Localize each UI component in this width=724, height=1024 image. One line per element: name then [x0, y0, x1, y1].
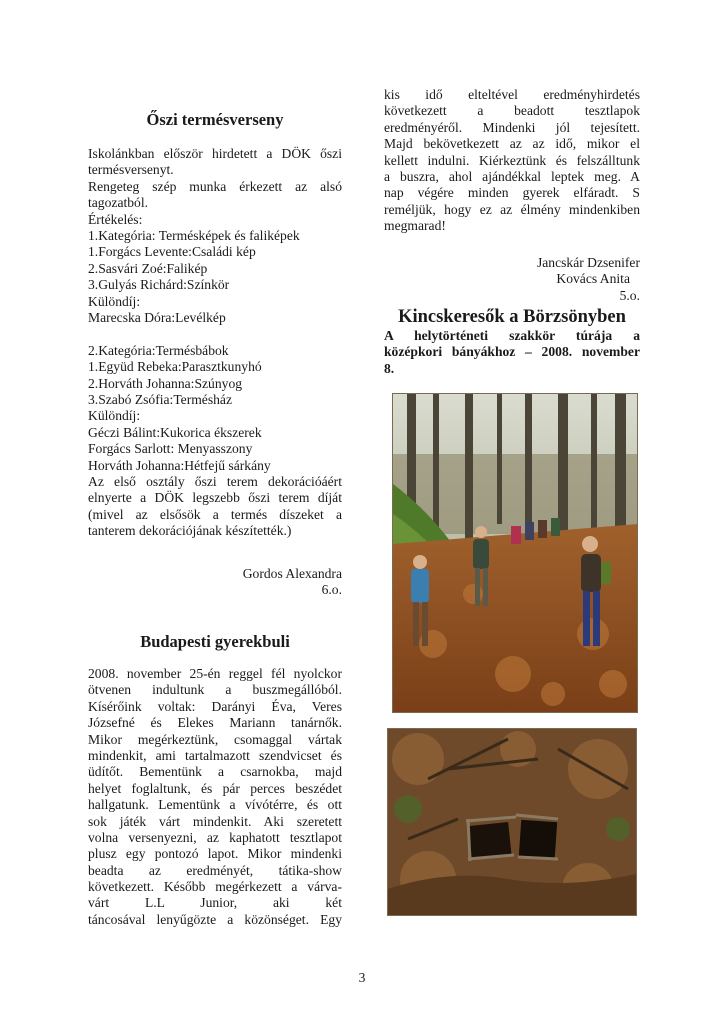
text-line: Forgács Sarlott: Menyasszony: [88, 441, 253, 457]
text-line: 1.Kategória: Termésképek és faliképek: [88, 228, 300, 243]
text-line: Iskolánkban először hirdetett a DÖK őszi: [88, 146, 342, 161]
text-line: üdítőt. Bementünk a csarnokba, majd: [88, 764, 342, 780]
article-title-treasure-hunters: Kincskeresők a Börzsönyben: [398, 307, 626, 327]
text-line: Az első osztály őszi terem dekorációáért: [88, 474, 342, 490]
text-line: eredményéről. Mindenki jól tejesített.: [384, 119, 640, 135]
text-line: következett. Később megérkezett a várva-: [88, 879, 342, 895]
text-line: táncosával lenyűgözte a közönséget. Egy: [88, 911, 342, 927]
text-line: tagozatból.: [88, 195, 149, 211]
text-line: Marecska Dóra:Levélkép: [88, 310, 226, 326]
text-line: 1.Forgács Levente:Családi kép: [88, 244, 256, 260]
text-line: Értékelés:: [88, 211, 143, 227]
text-line: 2.Kategória:Termésbábok: [88, 342, 229, 358]
signature-name: Kovács Anita: [556, 271, 630, 287]
text-line: beadta az eredményét, tátika-show: [88, 862, 342, 878]
text-line: volna versenyezni, az kaphatott tesztlapot: [88, 829, 342, 845]
forest-hike-photo: [392, 393, 638, 713]
text-line: termésversenyt.: [88, 162, 174, 178]
text-line: Mikor megérkeztünk, csomaggal vártak: [88, 731, 342, 747]
signature-autumn-contest: [88, 566, 342, 599]
text-line: mindenkit, ami tartalmazott szendvicset és: [88, 747, 342, 763]
article-continuation: [384, 87, 640, 235]
text-line: (mivel az elsősök a termés díszeket a: [88, 506, 342, 522]
text-line: nap végére minden gyerek elfáradt. S: [384, 185, 640, 201]
text-line: várt L.L Junior, aki két: [88, 895, 342, 911]
text-line: megmarad!: [384, 218, 446, 234]
article-title-autumn-contest: Őszi termésverseny: [146, 110, 284, 129]
mine-entrance-photo: [387, 728, 637, 916]
text-line: helyet foglaltunk, és pár perces beszédet: [88, 780, 342, 796]
article-subtitle-treasure-hunters: [384, 328, 640, 377]
text-line: Különdíj:: [88, 408, 141, 424]
text-line: reméljük, hogy ez az élmény mindenkiben: [384, 201, 640, 217]
text-line: 3.Gulyás Richárd:Színkör: [88, 277, 230, 293]
signature-class: 5.o.: [619, 287, 640, 303]
text-line: tanterem dekorációjának készítették.): [88, 523, 292, 539]
text-line: 8.: [384, 360, 395, 376]
text-line: Majd bekövetkezett az az idő, mikor el: [384, 136, 640, 152]
signature-budapest-party: [384, 255, 640, 304]
text-line: Horváth Johanna:Hétfejű sárkány: [88, 457, 271, 473]
text-line: Józsefné és Elekes Mariann tanárnők.: [88, 715, 342, 731]
text-line: Rengeteg szép munka érkezett az alsó: [88, 178, 342, 194]
signature-name: Jancskár Dzsenifer: [536, 255, 640, 270]
text-line: 3.Szabó Zsófia:Termésház: [88, 392, 232, 408]
signature-class: 6.o.: [321, 582, 342, 598]
text-line: 1.Együd Rebeka:Parasztkunyhó: [88, 359, 262, 375]
text-line: a buszra, ahol ajándékkal leptek meg. A: [384, 168, 640, 184]
article-body-budapest-party: [88, 666, 342, 928]
text-line: 2008. november 25-én reggel fél nyolckor: [88, 666, 342, 681]
text-line: Géczi Bálint:Kukorica ékszerek: [88, 424, 262, 440]
text-line: kellett indulni. Kiérkeztünk és felszálltunk: [384, 152, 640, 168]
text-line: kis idő elteltével eredményhirdetés: [384, 87, 640, 102]
text-line: ötvenen indultunk a buszmegállóból.: [88, 682, 342, 698]
text-line: középkori bányákhoz – 2008. november: [384, 344, 640, 360]
text-line: elnyerte a DÖK legszebb őszi terem díját: [88, 490, 342, 506]
text-line: Különdíj:: [88, 293, 141, 309]
text-line: hallgatunk. Lementünk a vívótérre, és ott: [88, 797, 342, 813]
article-body-autumn-contest: [88, 146, 342, 540]
text-line: 2.Sasvári Zoé:Falikép: [88, 260, 208, 276]
text-line: A helytörténeti szakkör túrája a: [384, 328, 640, 343]
text-line: sok játék várt mindenkit. Aki szeretett: [88, 813, 342, 829]
text-line: következett a beadott tesztlapok: [384, 103, 640, 119]
page-number: 3: [358, 970, 366, 985]
text-line: [88, 326, 342, 342]
text-line: 2.Horváth Johanna:Szúnyog: [88, 375, 243, 391]
signature-name: Gordos Alexandra: [242, 566, 342, 581]
text-line: Kísérőink voltak: Darányi Éva, Veres: [88, 698, 342, 714]
text-line: plusz egy pontozó lapot. Mikor mindenki: [88, 846, 342, 862]
article-title-budapest-party: Budapesti gyerekbuli: [140, 632, 290, 651]
